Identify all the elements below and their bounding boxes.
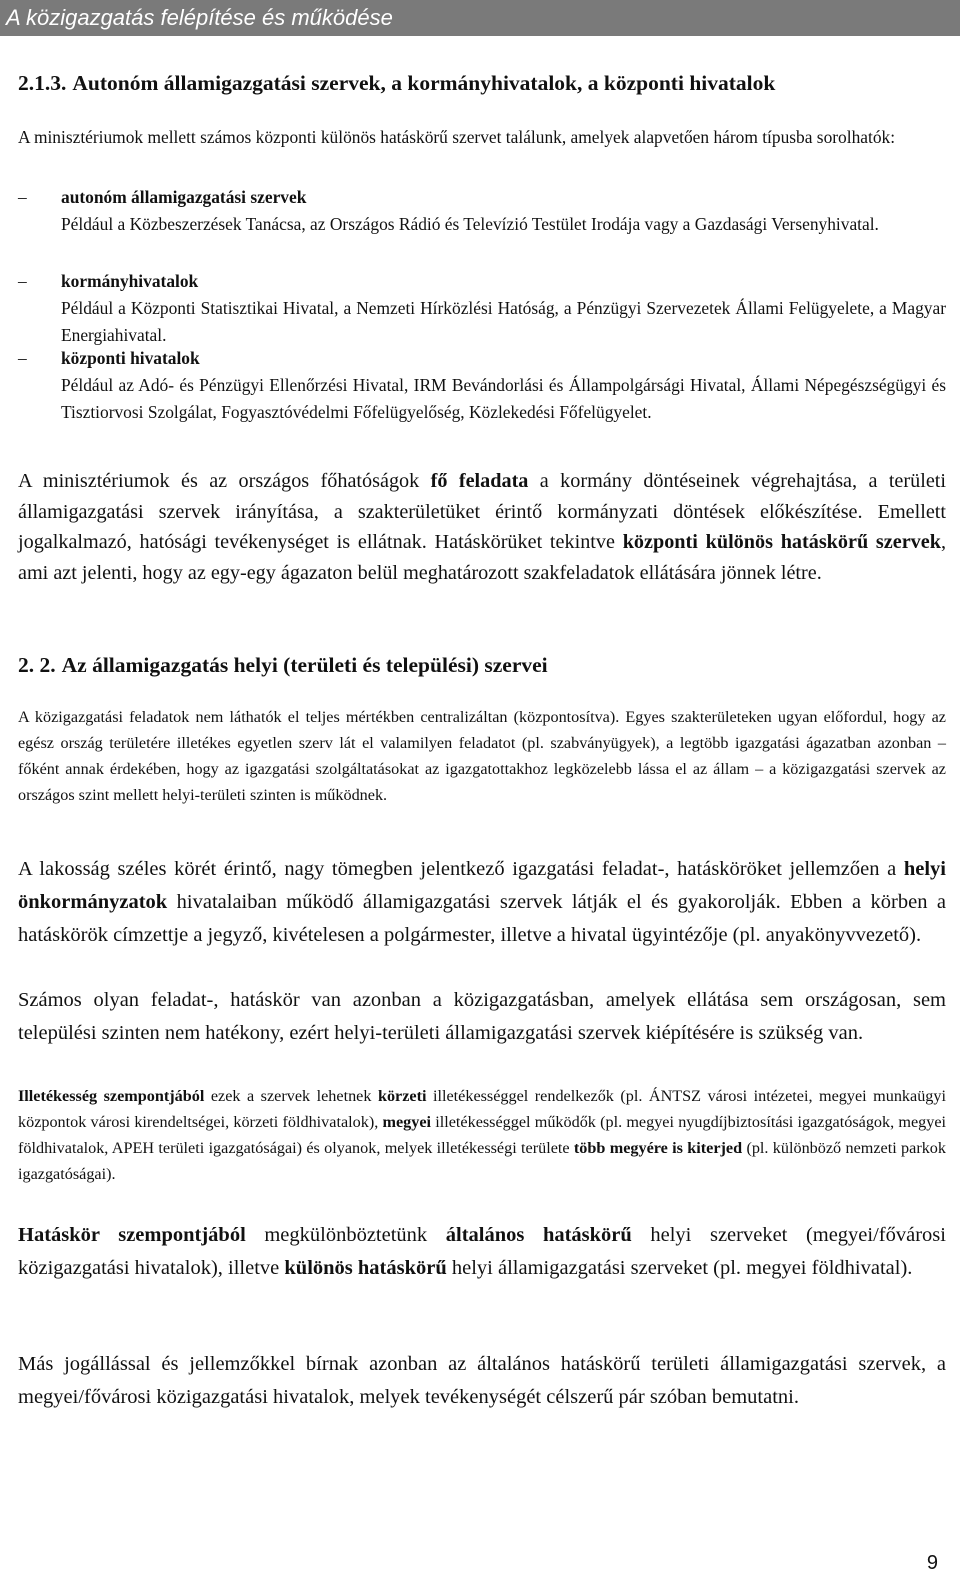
- centralization-paragraph: A közigazgatási feladatok nem láthatók el teljes mértékben centralizáltan (központosítva). Egyes szakterületeken ugyan előfordul, hogy az egész ország területére illetékes egyetlen szerv lát el valamilyen feladatot (pl. szabványügyek), a legtöbb igazgatási ágazatban azonban – főként annak érdekében, hogy az igazgatási szolgáltatásokat az igazgatottakhoz legközelebb lássa el az állam – a közigazgatási szervek az országos szint mellett helyi-területi szinten is működnek.: [18, 708, 946, 804]
- list-item-description: Például a Közbeszerzések Tanácsa, az Országos Rádió és Televízió Testület Irodája vagy a Gazdasági Versenyhivatal.: [61, 214, 879, 234]
- emphasis: Illetékesség szempontjából: [18, 1087, 205, 1105]
- text-run: a kormány döntéseinek végrehajtása, a területi államigazgatási szervek irányítása, a szakterületüket érintő kormányzati döntések előkészítése. Emellett jogalkalmazó, hatósági tevékenységet is ellátnak. Hatáskörüket tekintve: [18, 470, 946, 553]
- final-paragraph: Más jogállással és jellemzőkkel bírnak azonban az általános hatáskörű területi államigazgatási szervek, a megyei/fővárosi közigazgatási hivatalok, melyek tevékenységét célszerű pár szóban bemutatni.: [18, 1353, 946, 1408]
- section-number: 2. 2.: [18, 653, 56, 677]
- intro-paragraph: A minisztériumok mellett számos központi különös hatáskörű szervet találunk, amelyek alapvetően három típusba sorolhatók:: [18, 127, 896, 147]
- local-authorities-paragraph: [18, 853, 946, 952]
- running-header-title: A közigazgatás felépítése és működése: [6, 5, 393, 30]
- text-run: ezek a szervek lehetnek: [204, 1087, 378, 1105]
- text-run: megkülönböztetünk: [245, 1224, 446, 1246]
- dash-bullet: –: [18, 348, 27, 368]
- emphasis: általános hatáskörű: [445, 1224, 632, 1246]
- text-run: illetékességgel működők (pl. megyei nyugdíjbiztosítási igazgatóságok, megyei földhivatalok, APEH területi igazgatóságai) és olyanok, melyek illetékességi területe: [18, 1113, 947, 1157]
- text-run: helyi szerveket (megyei/fővárosi közigazgatási hivatalok), illetve: [18, 1224, 946, 1279]
- list-item-title: kormányhivatalok: [61, 271, 199, 291]
- text-run: A lakosság széles körét érintő, nagy tömegben jelentkező igazgatási feladat-, hatásköröket jellemzően a: [18, 858, 904, 880]
- jurisdiction-paragraph: [18, 1083, 946, 1187]
- main-paragraph: [18, 466, 946, 588]
- emphasis: Hatáskör szempontjából: [18, 1224, 246, 1246]
- list-item: [18, 184, 946, 238]
- competence-paragraph: [18, 1219, 946, 1285]
- list-item-description: Például a Központi Statisztikai Hivatal, a Nemzeti Hírközlési Hatóság, a Pénzügyi Szervezetek Állami Felügyelete, a Magyar Energiahivatal.: [61, 298, 946, 345]
- list-item-title: autonóm államigazgatási szervek: [61, 187, 307, 207]
- running-header: [0, 0, 960, 36]
- section-heading-2-2: [18, 651, 548, 679]
- emphasis: körzeti: [377, 1087, 427, 1105]
- section-title: Autonóm államigazgatási szervek, a kormányhivatalok, a központi hivatalok: [72, 71, 776, 95]
- list-item-title: központi hivatalok: [61, 348, 200, 368]
- emphasis: központi különös hatáskörű szervek: [622, 531, 941, 553]
- text-run: (pl. különböző nemzeti parkok igazgatóságai).: [18, 1139, 946, 1183]
- text-run: hivatalaiban működő államigazgatási szervek látják el és gyakorolják. Ebben a körben a hatáskörök címzettje a jegyző, kivételesen a polgármester, illetve a hivatal ügyintézője (pl. anyakönyvvezető).: [18, 891, 946, 946]
- list-item-description: Például az Adó- és Pénzügyi Ellenőrzési Hivatal, IRM Bevándorlási és Állampolgársági Hivatal, Állami Népegészségügyi és Tisztiorvosi Szolgálat, Fogyasztóvédelmi Főfelügyelőség, Közlekedési Főfelügyelet.: [61, 375, 946, 422]
- section-title: Az államigazgatás helyi (területi és települési) szervei: [61, 653, 548, 677]
- section-number: 2.1.3.: [18, 71, 67, 95]
- emphasis: helyi önkormányzatok: [18, 858, 946, 913]
- text-run: illetékességgel rendelkezők (pl. ÁNTSZ városi intézetei, megyei munkaügyi központok városi kirendeltségei, körzeti földhivatalok),: [18, 1087, 946, 1131]
- territorial-paragraph: Számos olyan feladat-, hatáskör van azonban a közigazgatásban, amelyek ellátása sem országosan, sem települési szinten nem hatékony, ezért helyi-területi államigazgatási szervek kiépítésére is szükség van.: [18, 989, 946, 1044]
- section-heading-2-1-3: [18, 69, 775, 97]
- emphasis: fő feladata: [430, 470, 529, 492]
- dash-bullet: –: [18, 187, 27, 207]
- text-run: , ami azt jelenti, hogy az egy-egy ágazaton belül meghatározott szakfeladatok ellátására jönnek létre.: [18, 531, 947, 584]
- emphasis: különös hatáskörű: [284, 1257, 447, 1279]
- text-run: helyi államigazgatási szerveket (pl. megyei földhivatal).: [446, 1257, 913, 1279]
- page-number: 9: [926, 1552, 938, 1574]
- emphasis: több megyére is kiterjed: [573, 1139, 743, 1157]
- list-item: [18, 345, 946, 426]
- text-run: A minisztériumok és az országos főhatóságok: [18, 470, 431, 492]
- emphasis: megyei: [382, 1113, 432, 1131]
- dash-bullet: –: [18, 271, 27, 291]
- list-item: [18, 268, 946, 349]
